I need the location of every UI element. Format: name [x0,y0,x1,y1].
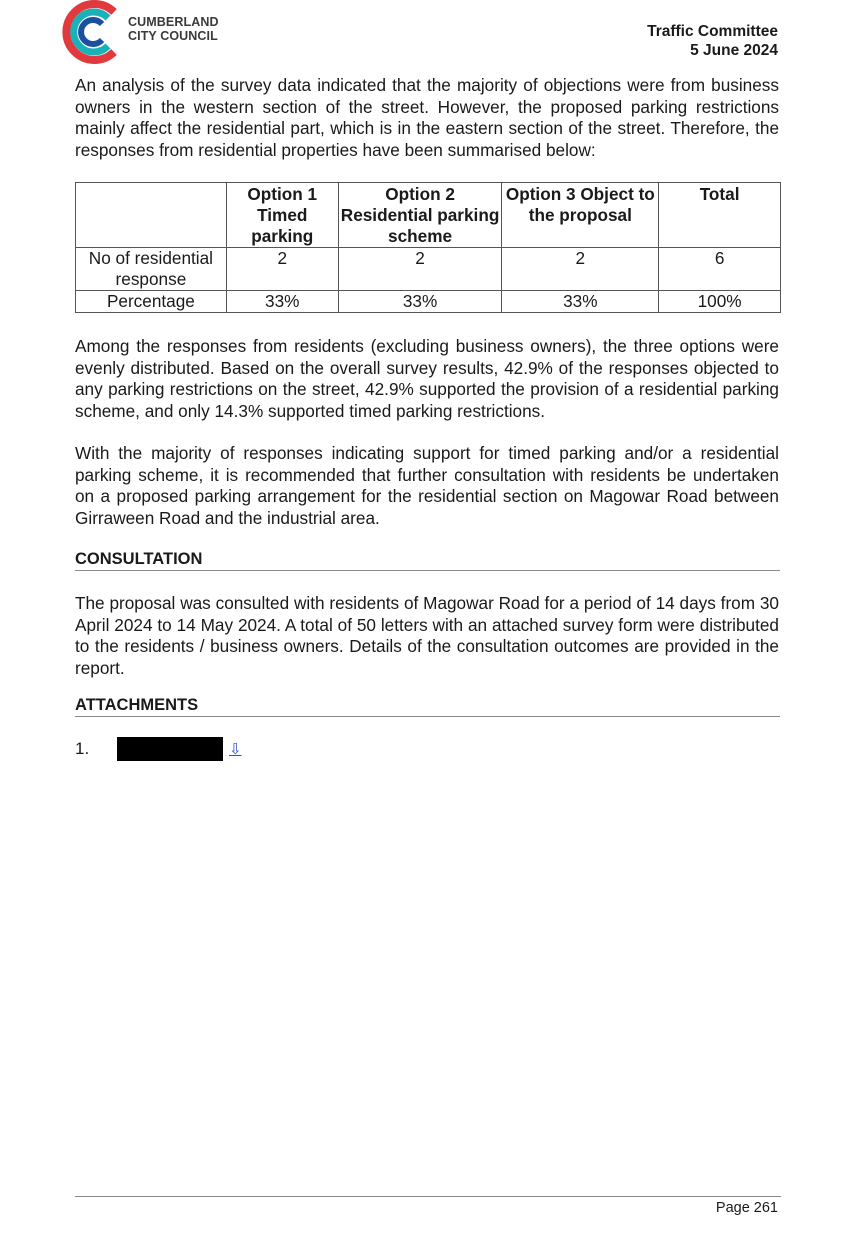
table-cell: 2 [502,248,659,291]
table-cell: 33% [338,291,502,313]
table-row [76,291,781,313]
committee-name: Traffic Committee [647,23,778,40]
paragraph-analysis: An analysis of the survey data indicated that the majority of objections were from business owners in the western section of the street. However, the proposed parking restrictions mainly affect the residential part, which is in the eastern section of the street. Therefore, the responses from residential properties have been summarised below: [75,75,779,160]
logo-line-2: CITY COUNCIL [128,29,218,43]
table-cell: 2 [226,248,338,291]
table-cell: 100% [659,291,781,313]
section-heading-attachments: ATTACHMENTS [75,695,780,717]
table-cell: No of residential response [76,248,227,291]
attachment-item [75,737,779,761]
footer-divider [75,1196,781,1197]
section-heading-consultation: CONSULTATION [75,549,780,571]
council-logo-icon [62,0,128,64]
table-header-cell: Option 2 Residential parking scheme [338,183,502,248]
table-header-cell: Option 1 Timed parking [226,183,338,248]
survey-results-table [75,182,781,313]
table-header-cell: Total [659,183,781,248]
council-logo [62,0,242,64]
table-cell: 2 [338,248,502,291]
table-header-cell [76,183,227,248]
logo-line-1: CUMBERLAND [128,15,219,29]
page-content [75,75,779,761]
table-cell: 33% [502,291,659,313]
paragraph-consultation: The proposal was consulted with residents of Magowar Road for a period of 14 days from 30 April 2024 to 14 May 2024. A total of 50 letters with an attached survey form were distributed to the residents / business owners. Details of the consultation outcomes are provided in the report. [75,593,779,678]
paragraph-residents: Among the responses from residents (excluding business owners), the three options were evenly distributed. Based on the overall survey results, 42.9% of the responses objected to any parking restrictions on the street, 42.9% supported the provision of a residential parking scheme, and only 14.3% supported timed parking restrictions. [75,336,779,421]
download-icon[interactable]: ⇩ [229,741,242,758]
page-number: Page 261 [715,1200,778,1216]
attachment-number: 1. [75,739,90,758]
redacted-attachment-title [117,737,223,761]
paragraph-recommendation: With the majority of responses indicating support for timed parking and/or a residential parking scheme, it is recommended that further consultation with residents be undertaken on a proposed parking arrangement for the residential section on Magowar Road between Girraween Road and the industrial area. [75,443,779,528]
meeting-date: 5 June 2024 [690,42,778,59]
table-cell: Percentage [76,291,227,313]
table-header-cell: Option 3 Object to the proposal [502,183,659,248]
table-cell: 6 [659,248,781,291]
table-cell: 33% [226,291,338,313]
table-header-row [76,183,781,248]
document-header [647,22,778,60]
table-row [76,248,781,291]
